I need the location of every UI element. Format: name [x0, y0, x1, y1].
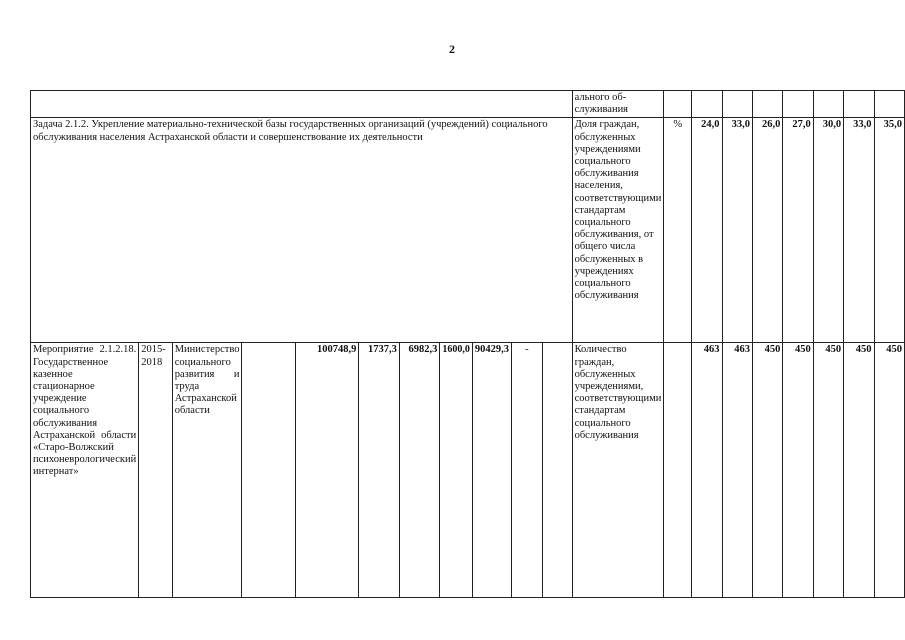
amount-cell: 90429,3 — [472, 343, 511, 598]
empty-cell — [783, 91, 813, 118]
value-cell: 450 — [783, 343, 813, 598]
value-cell: 450 — [813, 343, 843, 598]
empty-cell — [664, 343, 692, 598]
empty-cell — [722, 91, 752, 118]
period-cell: 2015-2018 — [139, 343, 173, 598]
value-cell: 33,0 — [722, 118, 752, 343]
task-description: Задача 2.1.2. Укрепление материально-технической базы государственных организаций (учреждений) социального обслуживания населения Астраханской области и совершенствование их деятельности — [31, 118, 573, 343]
table-row — [31, 118, 905, 343]
value-cell: 26,0 — [752, 118, 782, 343]
empty-cell — [242, 343, 296, 598]
empty-cell — [874, 91, 905, 118]
amount-cell: 1600,0 — [440, 343, 473, 598]
empty-cell — [752, 91, 782, 118]
value-cell: 463 — [722, 343, 752, 598]
value-cell: 463 — [692, 343, 722, 598]
amount-cell: 1737,3 — [359, 343, 400, 598]
indicator-text: Количество граждан, обслуженных учреждениями, соответствующими стандартам социального обслуживания — [572, 343, 664, 598]
executor-cell: Министерство социального развития и труда Астраханской области — [172, 343, 242, 598]
amount-cell: - — [512, 343, 543, 598]
table-row — [31, 91, 905, 118]
empty-cell — [664, 91, 692, 118]
amount-cell: 6982,3 — [399, 343, 440, 598]
value-cell: 24,0 — [692, 118, 722, 343]
value-cell: 450 — [752, 343, 782, 598]
page-number: 2 — [449, 42, 455, 56]
empty-cell — [31, 91, 573, 118]
measure-cell: Мероприятие 2.1.2.18. Государственное казенное стационарное учреждение социального обслуживания Астраханской области «Старо-Волжский психоневрологический интернат» — [31, 343, 139, 598]
value-cell: 35,0 — [874, 118, 905, 343]
table-row — [31, 343, 905, 598]
empty-cell — [813, 91, 843, 118]
value-cell: 450 — [874, 343, 905, 598]
value-cell: 450 — [844, 343, 874, 598]
value-cell: 30,0 — [813, 118, 843, 343]
value-cell: 33,0 — [844, 118, 874, 343]
indicator-fragment: ального об- служивания — [572, 91, 664, 118]
unit-cell: % — [664, 118, 692, 343]
value-cell: 27,0 — [783, 118, 813, 343]
program-table — [30, 90, 905, 598]
empty-cell — [844, 91, 874, 118]
total-amount: 100748,9 — [296, 343, 359, 598]
empty-cell — [542, 343, 572, 598]
empty-cell — [692, 91, 722, 118]
indicator-text: Доля граждан, обслуженных учреждениями социального обслуживания населения, соответствующими стандартам социального обслуживания, от общего числа обслуженных в учреждениях социального обслуживания — [572, 118, 664, 343]
